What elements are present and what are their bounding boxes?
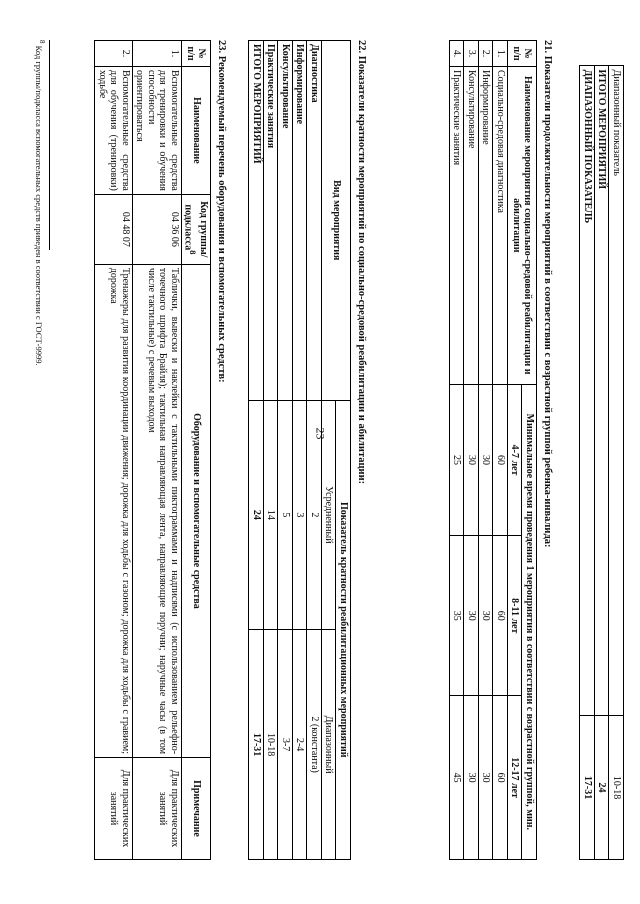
row-value: 30 [479,536,494,696]
col-avg-header: Усредненный [322,400,337,630]
footnote-text: Код группы/подкласса вспомогательных средств приведен в соответствии с ГОСТ-9999. [34,45,45,366]
row-range: 17-31 [249,630,264,860]
row-value: 25 [450,384,465,536]
col-range-header: Диапазонный [322,630,337,860]
row-value: 30 [479,384,494,536]
row-name: Социально-средовая диагностика [493,66,508,384]
frequency-table [249,40,352,860]
col-note-header: Примечание [181,758,210,860]
row-num: 2. [95,41,133,67]
footnote-ref: 8 [188,250,198,255]
row-avg: 3 [293,400,308,630]
row-avg: 2 [307,400,322,630]
row-avg: 5 [278,400,293,630]
table-row [595,44,610,860]
row-value: 45 [450,696,465,860]
col-time-header: Минимальное время проведения 1 мероприятия в соответствии с возрастной группой, мин. [522,384,537,859]
row-range: 10-18 [264,630,279,860]
section-21-heading: 21. Показатели продолжительности мероприятий в соответствии с возрастной группой ребенка-инвалида: [542,40,553,548]
col-code-header [181,194,210,264]
row-value: 30 [464,536,479,696]
summary-label: ИТОГО МЕРОПРИЯТИЙ [595,66,610,716]
row-name: Вспомогательные средства для обучения (тренировки) ходьбе [95,66,133,194]
age-group-header: 8-11 лет [508,536,523,696]
row-value: 35 [450,536,465,696]
row-num: 1. [132,41,181,67]
row-code: 04 48 07 [95,194,133,264]
row-num: 1. [493,41,508,67]
col-name-header: Наименование мероприятия социально-средовой реабилитации и абилитации [508,66,537,384]
row-name: Консультирование [464,66,479,384]
col-num-header: № п/п [181,41,210,67]
row-name: ИТОГО МЕРОПРИЯТИЙ [249,41,264,401]
row-code: 04 36 06 [132,194,181,264]
top-summary-table [580,44,625,860]
table-row [293,41,308,860]
row-value: 30 [479,696,494,860]
section-23-heading: 23. Рекомендуемый перечень оборудования и вспомогательных средств: [216,40,227,383]
row-range: 2-4 [293,630,308,860]
col-type-header: Вид мероприятия [322,41,351,401]
row-value: 60 [493,536,508,696]
footnote [34,40,46,366]
table-row [450,41,465,860]
row-note: Для практических занятий [132,758,181,860]
row-num: 2. [479,41,494,67]
table-row [249,41,264,860]
row-name: Практические занятия [450,66,465,384]
page-number: 23 [313,427,328,440]
row-range: 3-7 [278,630,293,860]
row-name: Вспомогательные средства для тренировки и обучения способности ориентироваться [132,66,181,194]
table-row [278,41,293,860]
table-row [580,44,595,860]
row-note: Для практических занятий [95,758,133,860]
duration-table [449,40,537,860]
col-code-label: Код группы/ подкласса [183,201,209,258]
row-name: Информирование [479,66,494,384]
row-name: Консультирование [278,41,293,401]
col-equipment-header: Оборудование и вспомогательные средства [181,264,210,757]
summary-label: Диапазонный показатель [609,66,624,716]
row-avg: 24 [249,400,264,630]
summary-value: 17-31 [580,716,595,860]
row-name: Информирование [293,41,308,401]
table-row [479,41,494,860]
row-value: 60 [493,696,508,860]
col-name-header: Наименование [181,66,210,194]
summary-label: ДИАПАЗОННЫЙ ПОКАЗАТЕЛЬ [580,66,595,716]
age-group-header: 12-17 лет [508,696,523,860]
table-row [464,41,479,860]
footnote-divider [49,40,50,250]
row-range: 2 (константа) [307,630,322,860]
row-equipment: Тренажеры для развития координации движения; дорожка для ходьбы с газоном; дорожка для ходьбы с гравием; дорожка [95,264,133,757]
row-num: 4. [450,41,465,67]
row-name: Диагностика [307,41,322,401]
table-row [609,44,624,860]
row-value: 60 [493,384,508,536]
table-row [264,41,279,860]
summary-value: 24 [595,716,610,860]
table-row [95,41,133,860]
summary-value: 10-18 [609,716,624,860]
equipment-table [94,40,211,860]
row-avg: 14 [264,400,279,630]
row-name: Практические занятия [264,41,279,401]
table-row [307,41,322,860]
col-num-header: № п/п [508,41,537,67]
table-row [493,41,508,860]
section-22-heading: 22. Показатели кратности мероприятий по социально-средовой реабилитации и абилитации: [356,40,367,485]
row-value: 30 [464,696,479,860]
row-value: 30 [464,384,479,536]
col-indicators-header: Показатель кратности реабилитационных мероприятий [336,400,351,859]
row-equipment: Таблички, вывески и наклейки с тактильными пиктограммами и надписями (с использованием рельефно-точечного шрифта Брайля); тактильная направляющая лента, направляющие поручни; наручные часы (в том числе тактильные) с речевым выходом [132,264,181,757]
age-group-header: 4-7 лет [508,384,523,536]
table-row [132,41,181,860]
row-num: 3. [464,41,479,67]
footnote-marker: 8 [38,40,46,44]
